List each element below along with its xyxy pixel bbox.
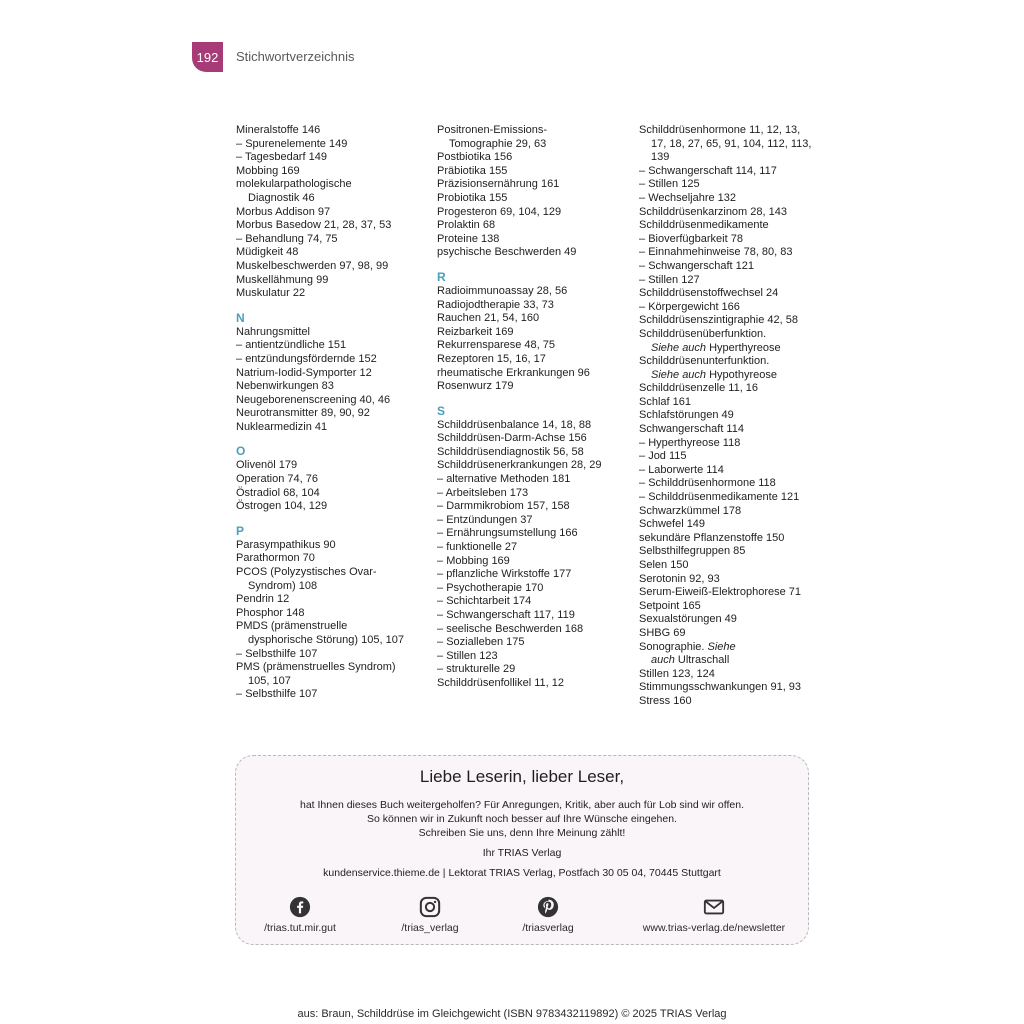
index-entry bbox=[639, 396, 835, 410]
facebook-link[interactable] bbox=[240, 896, 360, 934]
index-entry bbox=[437, 165, 633, 179]
box-signature: Ihr TRIAS Verlag bbox=[482, 847, 562, 859]
index-entry bbox=[236, 459, 432, 473]
index-entry-text: Nebenwirkungen 83 bbox=[236, 380, 334, 393]
index-entry-text: Schilddrüsenmedikamente 121 bbox=[648, 491, 800, 504]
index-letter-heading: P bbox=[236, 523, 245, 538]
index-entry-text: Schwarzkümmel 178 bbox=[639, 504, 742, 517]
index-entry-text: Schlaf 161 bbox=[639, 395, 691, 408]
index-subentry bbox=[639, 233, 835, 247]
index-entry bbox=[437, 459, 633, 473]
index-entry-text: entzündungsfördernde 152 bbox=[245, 352, 377, 365]
index-entry-text: Schwangerschaft 121 bbox=[648, 259, 754, 272]
index-entry-text: Siehe auch bbox=[651, 341, 707, 354]
index-entry bbox=[639, 600, 835, 614]
index-entry-text: Serotonin 92, 93 bbox=[639, 572, 720, 585]
index-entry-text: Morbus Basedow 21, 28, 37, 53 bbox=[236, 219, 392, 232]
index-entry-text: Prolaktin 68 bbox=[437, 219, 496, 232]
box-text bbox=[236, 798, 808, 880]
index-entry bbox=[437, 339, 633, 353]
index-entry bbox=[236, 500, 432, 514]
index-entry-text: Stillen 125 bbox=[648, 178, 700, 191]
index-entry-text: Rosenwurz 179 bbox=[437, 380, 514, 393]
index-entry bbox=[437, 326, 633, 340]
index-entry-text: Parathormon 70 bbox=[236, 552, 315, 565]
index-entry-text: Rezeptoren 15, 16, 17 bbox=[437, 352, 546, 365]
index-entry-text: Schwangerschaft 117, 119 bbox=[446, 609, 575, 621]
index-entry-text: Stillen 123 bbox=[446, 649, 498, 662]
index-entry-text: psychische Beschwerden 49 bbox=[437, 246, 577, 259]
index-entry bbox=[639, 532, 835, 546]
index-entry bbox=[236, 165, 432, 179]
index-letter-heading: N bbox=[236, 310, 245, 325]
index-entry bbox=[639, 206, 835, 220]
box-line-2: So können wir in Zukunft noch besser auf Ihre Wünsche eingehen. bbox=[367, 813, 677, 825]
index-entry bbox=[437, 432, 633, 446]
index-entry bbox=[236, 394, 432, 408]
index-entry bbox=[437, 151, 633, 165]
index-entry-text: Schilddrüsenhormone 118 bbox=[648, 477, 776, 490]
index-entry bbox=[236, 192, 432, 206]
index-entry bbox=[639, 613, 835, 627]
index-entry-text: Schwangerschaft 114, 117 bbox=[648, 164, 777, 177]
index-entry-text: Schilddrüsenüberfunktion. bbox=[639, 327, 767, 340]
index-entry-text: Psychotherapie 170 bbox=[446, 581, 544, 594]
index-entry-text: Operation 74, 76 bbox=[236, 473, 318, 486]
index-subentry bbox=[236, 353, 432, 367]
index-entry-text: PCOS (Polyzystisches Ovar- bbox=[236, 566, 377, 579]
index-entry bbox=[236, 487, 432, 501]
index-entry-text: Muskelbeschwerden 97, 98, 99 bbox=[236, 259, 389, 272]
index-entry-text: 139 bbox=[651, 151, 670, 164]
index-subentry bbox=[437, 568, 633, 582]
index-entry bbox=[437, 192, 633, 206]
index-entry-text: Präbiotika 155 bbox=[437, 164, 508, 177]
index-entry-text: PMDS (prämenstruelle bbox=[236, 620, 348, 633]
facebook-icon bbox=[289, 896, 311, 918]
index-entry-text: Behandlung 74, 75 bbox=[245, 232, 338, 245]
index-entry-text: Entzündungen 37 bbox=[446, 513, 533, 526]
index-entry-text: Schlafstörungen 49 bbox=[639, 409, 734, 422]
index-entry bbox=[639, 573, 835, 587]
index-entry-text: Schilddrüsenkarzinom 28, 143 bbox=[639, 205, 787, 218]
index-subentry bbox=[437, 514, 633, 528]
index-entry-text: Tomographie 29, 63 bbox=[449, 137, 547, 150]
index-subentry bbox=[437, 650, 633, 664]
index-entry-text: Ernährungsumstellung 166 bbox=[446, 527, 578, 540]
index-entry bbox=[639, 409, 835, 423]
index-entry bbox=[236, 367, 432, 381]
index-entry bbox=[236, 274, 432, 288]
index-entry bbox=[639, 681, 835, 695]
see-target: Hyperthyreose bbox=[709, 341, 781, 354]
index-entry bbox=[639, 355, 835, 369]
index-entry-text: Natrium-Iodid-Symporter 12 bbox=[236, 366, 372, 379]
source-footer: aus: Braun, Schilddrüse im Gleichgewicht (ISBN 9783432119892) © 2025 TRIAS Verlag bbox=[297, 1008, 727, 1020]
index-entry bbox=[437, 353, 633, 367]
index-entry-text: Neugeborenenscreening 40, 46 bbox=[236, 393, 391, 406]
index-entry-text: Nahrungsmittel bbox=[236, 325, 310, 338]
box-line-3: Schreiben Sie uns, denn Ihre Meinung zählt! bbox=[418, 827, 626, 839]
pinterest-link[interactable] bbox=[488, 896, 608, 934]
index-entry-text: Positronen-Emissions- bbox=[437, 124, 548, 136]
index-subentry bbox=[639, 450, 835, 464]
index-entry bbox=[437, 299, 633, 313]
index-entry bbox=[639, 151, 835, 165]
index-entry bbox=[236, 552, 432, 566]
index-entry bbox=[236, 634, 432, 648]
index-entry-text: Spurenelemente 149 bbox=[245, 137, 348, 150]
index-entry-text: Schilddrüsenhormone 11, 12, 13, bbox=[639, 124, 801, 136]
index-entry-text: Rekurrensparese 48, 75 bbox=[437, 339, 556, 352]
index-entry bbox=[236, 607, 432, 621]
index-subentry bbox=[437, 527, 633, 541]
index-entry-text: Muskulatur 22 bbox=[236, 287, 306, 300]
index-entry-text: 17, 18, 27, 65, 91, 104, 112, 113, bbox=[651, 137, 812, 150]
index-entry-text: Schichtarbeit 174 bbox=[446, 595, 532, 608]
index-entry bbox=[437, 233, 633, 247]
index-entry-text: molekularpathologische bbox=[236, 178, 352, 191]
index-subentry bbox=[639, 491, 835, 505]
index-letter-heading: O bbox=[236, 444, 246, 459]
index-entry bbox=[437, 246, 633, 260]
index-letter-heading: S bbox=[437, 403, 446, 418]
index-entry-text: Schwangerschaft 114 bbox=[639, 423, 744, 436]
index-entry-text: Rauchen 21, 54, 160 bbox=[437, 312, 540, 325]
index-entry-text: Stress 160 bbox=[639, 694, 692, 707]
index-entry-text: Progesteron 69, 104, 129 bbox=[437, 205, 562, 218]
index-subentry bbox=[639, 477, 835, 491]
index-subentry bbox=[639, 178, 835, 192]
index-entry bbox=[639, 382, 835, 396]
index-column-1 bbox=[236, 124, 432, 702]
index-entry-text: Schwefel 149 bbox=[639, 518, 706, 531]
index-entry bbox=[437, 312, 633, 326]
index-subentry bbox=[236, 648, 432, 662]
box-contact[interactable]: kundenservice.thieme.de | Lektorat TRIAS Verlag, Postfach 30 05 04, 70445 Stuttgart bbox=[323, 867, 721, 879]
index-entry bbox=[236, 219, 432, 233]
index-entry bbox=[639, 219, 835, 233]
index-entry-text: Nuklearmedizin 41 bbox=[236, 420, 328, 433]
index-column-3 bbox=[639, 124, 835, 709]
index-entry bbox=[639, 342, 835, 356]
see-target: Hypothyreose bbox=[709, 368, 777, 381]
index-entry bbox=[639, 314, 835, 328]
index-subentry bbox=[437, 487, 633, 501]
index-entry-text: Siehe auch bbox=[651, 368, 707, 381]
index-entry-text: Schilddrüsenstoffwechsel 24 bbox=[639, 287, 779, 300]
box-title: Liebe Leserin, lieber Leser, bbox=[419, 767, 625, 786]
index-entry-text: Schilddrüsenszintigraphie 42, 58 bbox=[639, 314, 798, 327]
index-entry-text: antientzündliche 151 bbox=[245, 339, 347, 352]
index-entry-text: Neurotransmitter 89, 90, 92 bbox=[236, 407, 370, 420]
index-subentry bbox=[236, 138, 432, 152]
index-entry-text: funktionelle 27 bbox=[446, 541, 518, 554]
index-entry bbox=[236, 260, 432, 274]
reader-feedback-box bbox=[235, 755, 809, 945]
index-entry bbox=[437, 219, 633, 233]
index-entry-text: Schilddrüsenunterfunktion. bbox=[639, 355, 770, 368]
index-entry bbox=[437, 380, 633, 394]
pinterest-icon bbox=[537, 896, 559, 918]
index-entry bbox=[437, 367, 633, 381]
index-entry bbox=[437, 677, 633, 691]
index-entry-text: Stimmungsschwankungen 91, 93 bbox=[639, 681, 802, 694]
index-entry bbox=[437, 285, 633, 299]
index-entry bbox=[236, 675, 432, 689]
index-entry-text: Schilddrüsenmedikamente bbox=[639, 219, 769, 232]
index-entry bbox=[639, 695, 835, 709]
index-entry-text: Sexualstörungen 49 bbox=[639, 613, 737, 626]
index-entry bbox=[639, 505, 835, 519]
index-entry-text: Östrogen 104, 129 bbox=[236, 500, 328, 513]
index-entry-text: Einnahmehinweise 78, 80, 83 bbox=[648, 246, 793, 259]
index-entry bbox=[437, 178, 633, 192]
index-subentry bbox=[437, 623, 633, 637]
index-entry-text: rheumatische Erkrankungen 96 bbox=[437, 366, 590, 379]
index-entry-text: Schilddrüsenbalance 14, 18, 88 bbox=[437, 418, 592, 431]
index-subentry bbox=[437, 500, 633, 514]
index-entry bbox=[639, 287, 835, 301]
index-entry-text: sekundäre Pflanzenstoffe 150 bbox=[639, 531, 785, 544]
index-entry-text: SHBG 69 bbox=[639, 626, 686, 639]
index-subentry bbox=[639, 464, 835, 478]
index-entry-text: Schilddrüsenzelle 11, 16 bbox=[639, 382, 759, 395]
index-entry-text: Schilddrüsen-Darm-Achse 156 bbox=[437, 432, 587, 445]
index-subentry bbox=[236, 233, 432, 247]
index-entry bbox=[236, 566, 432, 580]
index-entry-text: Postbiotika 156 bbox=[437, 151, 513, 164]
index-entry bbox=[639, 654, 835, 668]
newsletter-url: www.trias-verlag.de/newsletter bbox=[642, 922, 786, 934]
index-entry-text: Pendrin 12 bbox=[236, 593, 290, 606]
index-entry-text: Selbsthilfe 107 bbox=[245, 647, 318, 660]
index-entry bbox=[639, 423, 835, 437]
index-entry-text: 105, 107 bbox=[248, 674, 291, 687]
index-entry-text: Müdigkeit 48 bbox=[236, 246, 299, 259]
index-entry-text: Parasympathikus 90 bbox=[236, 538, 336, 551]
index-entry-text: Serum-Eiweiß-Elektrophorese 71 bbox=[639, 586, 802, 599]
instagram-link[interactable] bbox=[370, 896, 490, 934]
index-subentry bbox=[437, 636, 633, 650]
index-entry-text: Körpergewicht 166 bbox=[648, 300, 740, 313]
index-subentry bbox=[639, 165, 835, 179]
index-entry bbox=[236, 246, 432, 260]
index-entry-text: Schilddrüsendiagnostik 56, 58 bbox=[437, 445, 584, 458]
index-entry bbox=[639, 138, 835, 152]
index-entry bbox=[437, 419, 633, 433]
index-letter-heading: R bbox=[437, 269, 446, 284]
index-entry-text: Arbeitsleben 173 bbox=[445, 486, 529, 499]
index-entry-text: Setpoint 165 bbox=[639, 599, 701, 612]
index-subentry bbox=[639, 192, 835, 206]
index-entry-text: Morbus Addison 97 bbox=[236, 205, 331, 218]
index-entry-text: dysphorische Störung) 105, 107 bbox=[248, 634, 404, 646]
index-entry-text: Sonographie. bbox=[639, 640, 705, 653]
index-subentry bbox=[639, 437, 835, 451]
box-line-1: hat Ihnen dieses Buch weitergeholfen? Für Anregungen, Kritik, aber auch für Lob sind wir offen. bbox=[300, 799, 744, 811]
index-entry-text: Schilddrüsenfollikel 11, 12 bbox=[437, 676, 564, 689]
index-entry-text: Jod 115 bbox=[648, 450, 687, 463]
index-entry bbox=[639, 328, 835, 342]
index-entry bbox=[437, 138, 633, 152]
see-target: Ultraschall bbox=[677, 654, 730, 667]
index-subentry bbox=[639, 274, 835, 288]
index-subentry bbox=[236, 151, 432, 165]
index-entry bbox=[639, 559, 835, 573]
index-entry-text: Diagnostik 46 bbox=[248, 191, 315, 204]
facebook-handle: /trias.tut.mir.gut bbox=[264, 922, 336, 934]
index-entry-text: PMS (prämenstruelles Syndrom) bbox=[236, 661, 396, 674]
index-entry bbox=[236, 326, 432, 340]
index-entry-text: Wechseljahre 132 bbox=[648, 191, 737, 204]
index-entry-text: Olivenöl 179 bbox=[236, 459, 298, 472]
index-entry-text: Stillen 123, 124 bbox=[639, 667, 715, 680]
index-entry bbox=[437, 206, 633, 220]
index-entry bbox=[639, 369, 835, 383]
index-subentry bbox=[437, 582, 633, 596]
index-entry bbox=[236, 407, 432, 421]
index-entry-text: Mobbing 169 bbox=[236, 164, 300, 177]
index-entry bbox=[639, 518, 835, 532]
index-subentry bbox=[236, 339, 432, 353]
index-entry-text: alternative Methoden 181 bbox=[446, 473, 571, 486]
index-entry-text: Östradiol 68, 104 bbox=[236, 486, 320, 499]
index-entry bbox=[236, 380, 432, 394]
page-number: 192 bbox=[192, 42, 223, 72]
index-entry bbox=[236, 178, 432, 192]
index-entry bbox=[236, 421, 432, 435]
index-entry-text: auch bbox=[651, 654, 675, 667]
index-entry bbox=[236, 593, 432, 607]
index-entry-text: Hyperthyreose 118 bbox=[648, 436, 741, 449]
index-entry bbox=[639, 124, 835, 138]
index-subentry bbox=[437, 595, 633, 609]
index-subentry bbox=[437, 609, 633, 623]
index-entry-text: Bioverfügbarkeit 78 bbox=[648, 232, 743, 245]
index-entry-text: Laborwerte 114 bbox=[648, 463, 724, 476]
index-entry bbox=[236, 287, 432, 301]
index-subentry bbox=[639, 260, 835, 274]
index-entry bbox=[236, 539, 432, 553]
index-column-2 bbox=[437, 124, 633, 691]
index-entry bbox=[236, 661, 432, 675]
index-entry-text: Tagesbedarf 149 bbox=[244, 151, 327, 164]
index-entry-text: Darmmikrobiom 157, 158 bbox=[446, 500, 570, 513]
index-entry bbox=[236, 124, 432, 138]
index-entry-text: Muskellähmung 99 bbox=[236, 273, 329, 286]
index-entry bbox=[236, 473, 432, 487]
index-entry-text: Reizbarkeit 169 bbox=[437, 325, 514, 338]
index-entry-text: Proteine 138 bbox=[437, 232, 500, 245]
index-entry bbox=[639, 545, 835, 559]
instagram-icon bbox=[419, 896, 441, 918]
index-entry bbox=[236, 580, 432, 594]
pinterest-handle: /triasverlag bbox=[522, 922, 574, 934]
index-entry bbox=[639, 586, 835, 600]
index-subentry bbox=[437, 541, 633, 555]
index-entry-text: Selbsthilfegruppen 85 bbox=[639, 545, 746, 558]
index-entry-text: Schilddrüsenerkrankungen 28, 29 bbox=[437, 459, 602, 472]
index-entry bbox=[437, 124, 633, 138]
index-entry-text: strukturelle 29 bbox=[446, 663, 516, 676]
index-entry-text: Mobbing 169 bbox=[446, 554, 510, 567]
newsletter-link[interactable] bbox=[634, 896, 794, 934]
running-head: Stichwortverzeichnis bbox=[236, 49, 355, 64]
index-entry-text: Radiojodtherapie 33, 73 bbox=[437, 298, 554, 311]
mail-icon bbox=[703, 896, 725, 918]
index-entry bbox=[236, 206, 432, 220]
index-subentry bbox=[639, 246, 835, 260]
index-entry-text: Selen 150 bbox=[639, 559, 689, 571]
index-entry-text: Probiotika 155 bbox=[437, 191, 508, 204]
index-entry-text: Präzisionsernährung 161 bbox=[437, 178, 560, 191]
index-entry bbox=[639, 627, 835, 641]
index-entry bbox=[639, 641, 835, 655]
index-entry-text: Syndrom) 108 bbox=[248, 579, 318, 592]
index-subentry bbox=[437, 555, 633, 569]
index-entry-text: pflanzliche Wirkstoffe 177 bbox=[446, 568, 572, 581]
index-entry-text: seelische Beschwerden 168 bbox=[446, 622, 584, 635]
index-subentry bbox=[437, 473, 633, 487]
index-subentry bbox=[236, 688, 432, 702]
index-subentry bbox=[437, 663, 633, 677]
index-entry-text: Stillen 127 bbox=[648, 273, 700, 286]
index-entry bbox=[639, 668, 835, 682]
index-subentry bbox=[639, 301, 835, 315]
index-entry-text: Mineralstoffe 146 bbox=[236, 124, 321, 136]
index-entry-text: Radioimmunoassay 28, 56 bbox=[437, 284, 568, 297]
instagram-handle: /trias_verlag bbox=[401, 922, 459, 934]
index-entry-text: Selbsthilfe 107 bbox=[245, 688, 318, 701]
index-entry-text: Phosphor 148 bbox=[236, 606, 305, 619]
index-entry bbox=[437, 446, 633, 460]
index-entry-text: Sozialleben 175 bbox=[446, 636, 525, 649]
see-reference: Siehe bbox=[707, 640, 736, 653]
index-entry bbox=[236, 620, 432, 634]
